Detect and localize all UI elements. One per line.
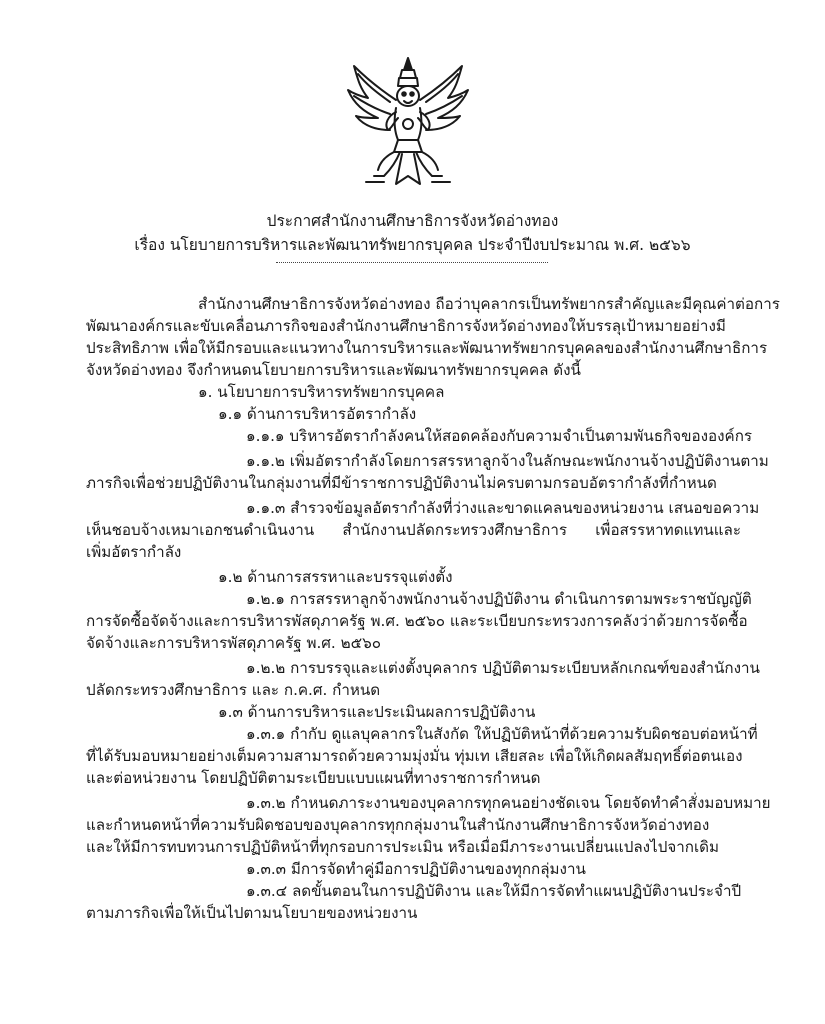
- item-line: จัดจ้างและการบริหารพัสดุภาครัฐ พ.ศ. ๒๕๖๐: [86, 634, 381, 652]
- item-line: ๑.๓.๔ ลดขั้นตอนในการปฏิบัติงาน และให้มีการจัดทำแผนปฏิบัติงานประจำปี: [246, 882, 742, 900]
- intro-line: จังหวัดอ่างทอง จึงกำหนดนโยบายการบริหารและพัฒนาทรัพยากรบุคคล ดังนี้: [86, 361, 581, 379]
- item-line: ตามภารกิจเพื่อให้เป็นไปตามนโยบายของหน่วยงาน: [86, 904, 418, 922]
- document-body: [86, 293, 780, 924]
- item-line: ๑.๑.๒ เพิ่มอัตรากำลังโดยการสรรหาลูกจ้างในลักษณะพนักงานจ้างปฏิบัติงานตาม: [246, 452, 769, 470]
- item-line: และกำหนดหน้าที่ความรับผิดชอบของบุคลากรทุกกลุ่มงานในสำนักงานศึกษาธิการจังหวัดอ่างทอง: [86, 816, 710, 834]
- item-line: ๑.๑.๑ บริหารอัตรากำลังคนให้สอดคล้องกับความจำเป็นตามพันธกิจขององค์กร: [246, 427, 753, 445]
- item-line: ๑.๑.๓ สำรวจข้อมูลอัตรากำลังที่ว่างและขาดแคลนของหน่วยงาน เสนอขอความ: [246, 499, 760, 517]
- item-line: ที่ได้รับมอบหมายอย่างเต็มความสามารถด้วยความมุ่งมั่น ทุ่มเท เสียสละ เพื่อให้เกิดผลสัมฤทธิ์ต่อตนเอง: [86, 747, 743, 765]
- announcement-title: ประกาศสำนักงานศึกษาธิการจังหวัดอ่างทอง: [266, 212, 559, 230]
- item-line: ๑.๓.๑ กำกับ ดูแลบุคลากรในสังกัด ให้ปฏิบัติหน้าที่ด้วยความรับผิดชอบต่อหน้าที่: [246, 725, 758, 743]
- subsection-heading: ๑.๑ ด้านการบริหารอัตรากำลัง: [218, 405, 417, 423]
- item-line: เห็นชอบจ้างเหมาเอกชนดำเนินงาน สำนักงานปลัดกระทรวงศึกษาธิการ เพื่อสรรหาทดแทนและ: [86, 521, 741, 539]
- item-line: ๑.๒.๑ การสรรหาลูกจ้างพนักงานจ้างปฏิบัติงาน ดำเนินการตามพระราชบัญญัติ: [246, 590, 752, 608]
- subsection-heading: ๑.๓ ด้านการบริหารและประเมินผลการปฏิบัติงาน: [218, 703, 536, 721]
- separator-dotted-line: [276, 262, 548, 263]
- item-line: และให้มีการทบทวนการปฏิบัติหน้าที่ทุกรอบการประเมิน หรือเมื่อมีภาระงานเปลี่ยนแปลงไปจากเดิม: [86, 838, 720, 856]
- item-line: เพิ่มอัตรากำลัง: [86, 543, 182, 561]
- item-line: ๑.๓.๓ มีการจัดทำคู่มือการปฏิบัติงานของทุกกลุ่มงาน: [246, 860, 586, 878]
- item-line: การจัดซื้อจัดจ้างและการบริหารพัสดุภาครัฐ พ.ศ. ๒๕๖๐ และระเบียบกระทรวงการคลังว่าด้วยการจัดซื้อ: [86, 612, 748, 630]
- item-line: ๑.๓.๒ กำหนดภาระงานของบุคลากรทุกคนอย่างชัดเจน โดยจัดทำคำสั่งมอบหมาย: [246, 794, 771, 812]
- item-line: ๑.๒.๒ การบรรจุและแต่งตั้งบุคลากร ปฏิบัติตามระเบียบหลักเกณฑ์ของสำนักงาน: [246, 659, 760, 677]
- item-line: และต่อหน่วยงาน โดยปฏิบัติตามระเบียบแบบแผนที่ทางราชการกำหนด: [86, 769, 541, 787]
- announcement-subject: เรื่อง นโยบายการบริหารและพัฒนาทรัพยากรบุคคล ประจำปีงบประมาณ พ.ศ. ๒๕๖๖: [134, 236, 691, 254]
- garuda-emblem-icon: [344, 56, 472, 192]
- intro-line: พัฒนาองค์กรและขับเคลื่อนภารกิจของสำนักงานศึกษาธิการจังหวัดอ่างทองให้บรรลุเป้าหมายอย่างมี: [86, 317, 726, 335]
- section-heading: ๑. นโยบายการบริหารทรัพยากรบุคคล: [198, 383, 445, 401]
- item-line: ปลัดกระทรวงศึกษาธิการ และ ก.ค.ศ. กำหนด: [86, 681, 381, 699]
- intro-line: สำนักงานศึกษาธิการจังหวัดอ่างทอง ถือว่าบุคลากรเป็นทรัพยากรสำคัญและมีคุณค่าต่อการ: [198, 295, 780, 313]
- subsection-heading: ๑.๒ ด้านการสรรหาและบรรจุแต่งตั้ง: [218, 568, 453, 586]
- item-line: ภารกิจเพื่อช่วยปฏิบัติงานในกลุ่มงานที่มีข้าราชการปฏิบัติงานไม่ครบตามกรอบอัตรากำลังที่กำหนด: [86, 474, 717, 492]
- intro-line: ประสิทธิภาพ เพื่อให้มีกรอบและแนวทางในการบริหารและพัฒนาทรัพยากรบุคคลของสำนักงานศึกษาธิการ: [86, 339, 768, 357]
